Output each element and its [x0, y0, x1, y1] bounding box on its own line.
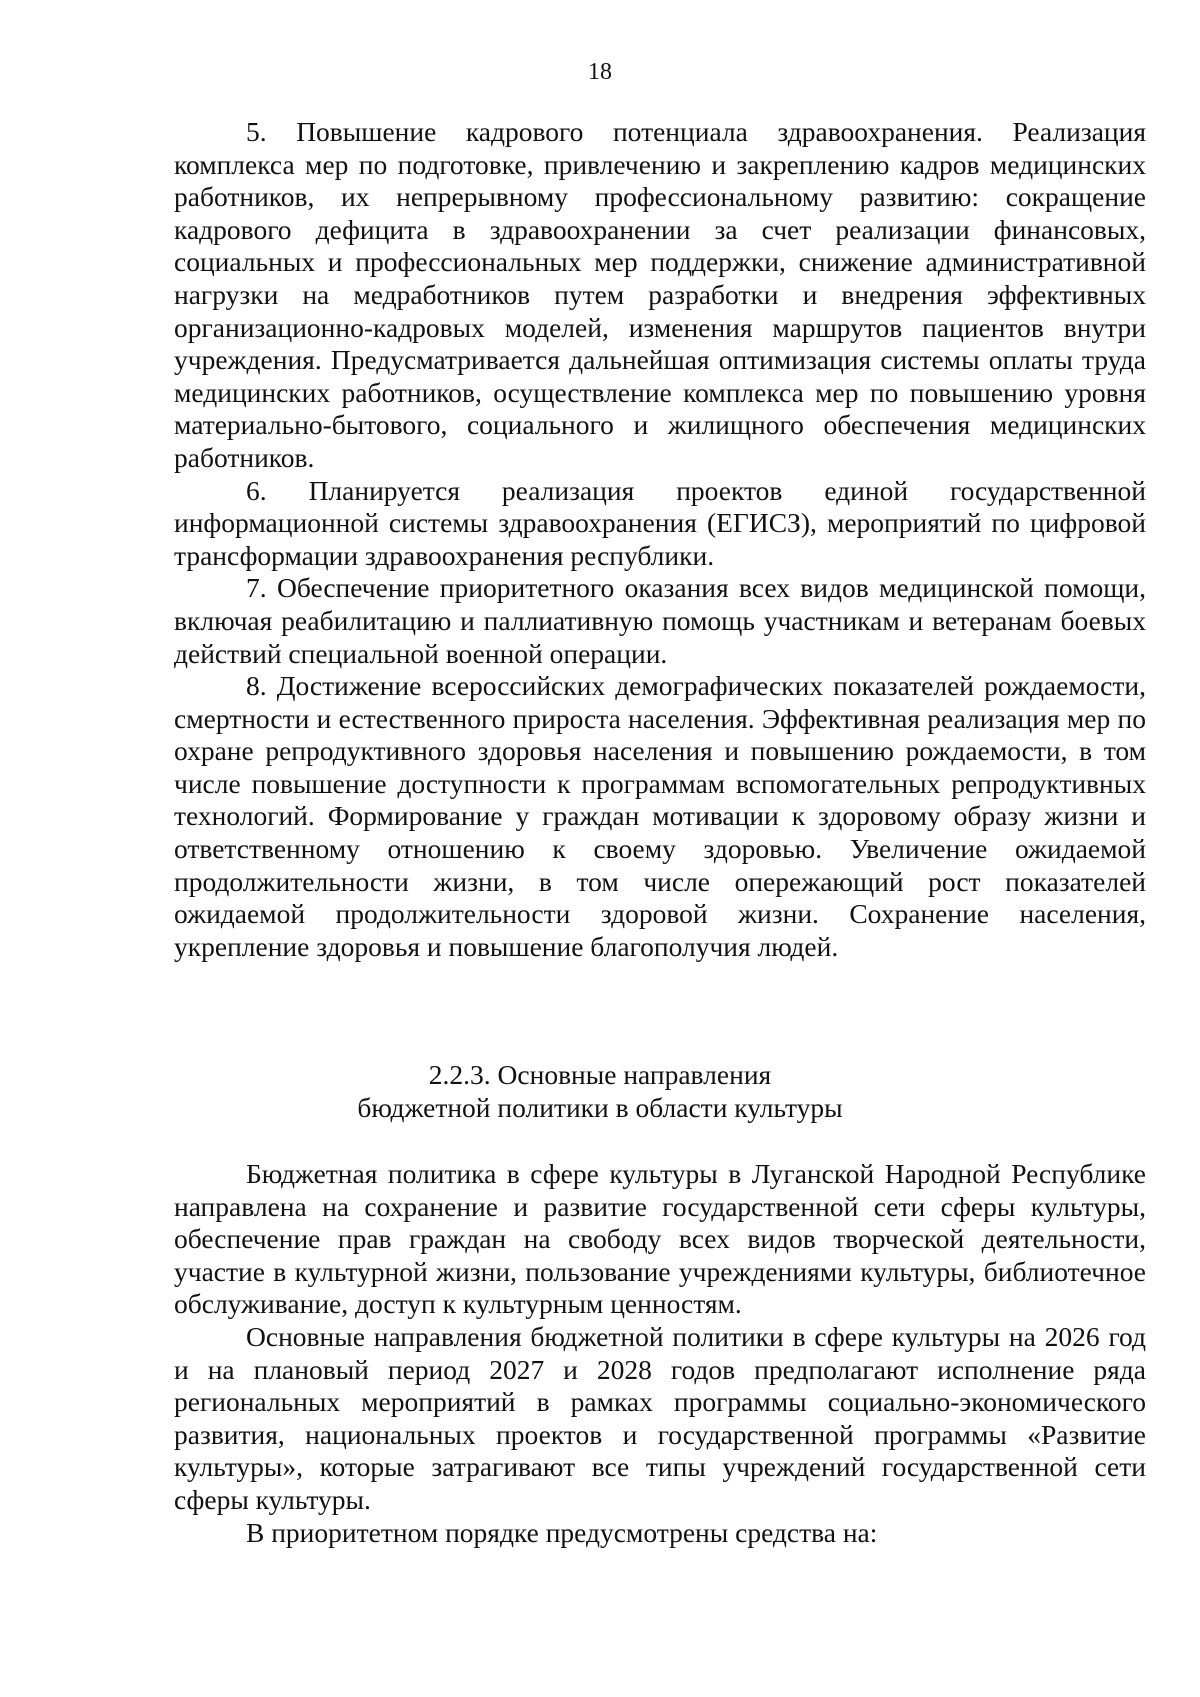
paragraph-staff-potential: 5. Повышение кадрового потенциала здравоохранения. Реализация комплекса мер по подготовке, привлечению и закреплению кадров медицинских работников, их непрерывному профессиональному развитию: сокращение кадрового дефицита в здравоохранении за счет реализации финансовых, социальных и профессиональных мер поддержки, снижение административной нагрузки на медработников путем разработки и внедрения эффективных организационно-кадровых моделей, изменения маршрутов пациентов внутри учреждения. Предусматривается дальнейшая оптимизация системы оплаты труда медицинских работников, осуществление комплекса мер по повышению уровня материально-бытового, социального и жилищного обеспечения медицинских работников. — [174, 116, 1146, 473]
paragraph-priority-funds: В приоритетном порядке предусмотрены средства на: — [246, 1516, 878, 1548]
page-number: 18 — [588, 59, 612, 85]
section-heading-line-1: 2.2.3. Основные направления — [428, 1059, 772, 1090]
section-heading-line-2: бюджетной политики в области культуры — [357, 1092, 843, 1123]
culture-section-body — [174, 1158, 1146, 1549]
section-heading — [0, 1058, 1200, 1124]
health-section-body — [174, 116, 1146, 963]
paragraph-culture-policy: Бюджетная политика в сфере культуры в Луганской Народной Республике направлена на сохранение и развитие государственной сети сферы культуры, обеспечение прав граждан на свободу всех видов творческой деятельности, участие в культурной жизни, пользование учреждениями культуры, библиотечное обслуживание, доступ к культурным ценностям. — [174, 1158, 1146, 1320]
paragraph-svo-medical-care: 7. Обеспечение приоритетного оказания всех видов медицинской помощи, включая реабилитацию и паллиативную помощь участникам и ветеранам боевых действий специальной военной операции. — [174, 572, 1146, 669]
paragraph-demography: 8. Достижение всероссийских демографических показателей рождаемости, смертности и естественного прироста населения. Эффективная реализация мер по охране репродуктивного здоровья населения и повышению рождаемости, в том числе повышение доступности к программам вспомогательных репродуктивных технологий. Формирование у граждан мотивации к здоровому образу жизни и ответственному отношению к своему здоровью. Увеличение ожидаемой продолжительности жизни, в том числе опережающий рост показателей ожидаемой продолжительности здоровой жизни. Сохранение населения, укрепление здоровья и повышение благополучия людей. — [174, 670, 1146, 962]
paragraph-culture-directions: Основные направления бюджетной политики в сфере культуры на 2026 год и на плановый период 2027 и 2028 годов предполагают исполнение ряда региональных мероприятий в рамках программы социально-экономического развития, национальных проектов и государственной программы «Развитие культуры», которые затрагивают все типы учреждений государственной сети сферы культуры. — [174, 1320, 1146, 1515]
paragraph-egisz: 6. Планируется реализация проектов единой государственной информационной системы здравоохранения (ЕГИСЗ), мероприятий по цифровой трансформации здравоохранения республики. — [174, 474, 1146, 571]
